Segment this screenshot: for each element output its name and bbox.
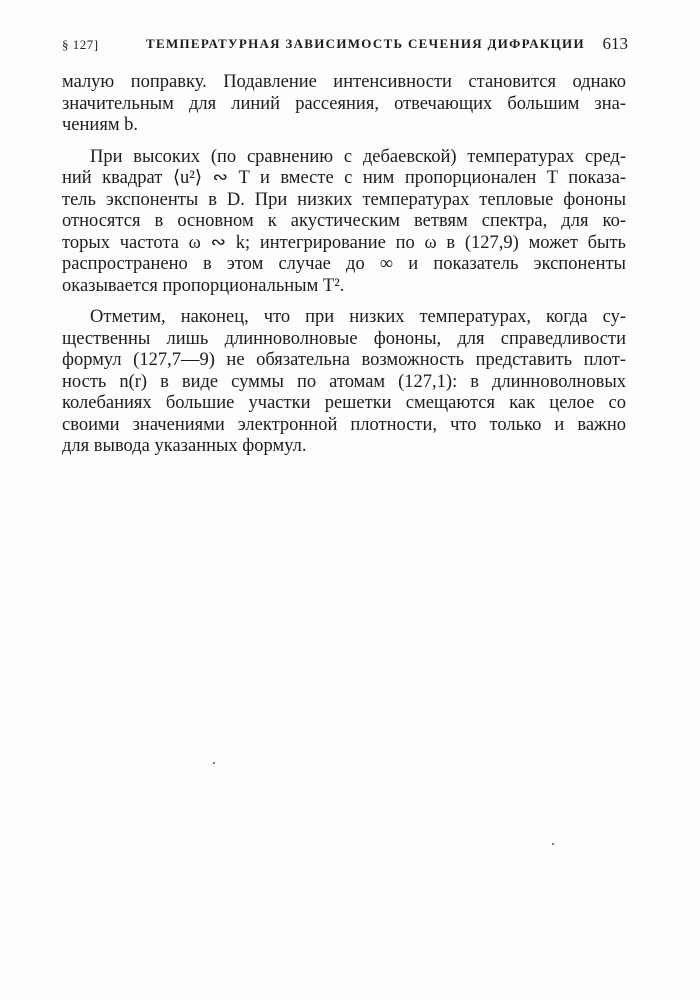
page-header	[62, 34, 628, 58]
body-text	[62, 72, 626, 458]
paragraph	[62, 147, 626, 298]
text-line: тель экспоненты в D. При низких температурах тепловые фононы	[62, 189, 626, 210]
running-title: ТЕМПЕРАТУРНАЯ ЗАВИСИМОСТЬ СЕЧЕНИЯ ДИФРАКЦИИ	[146, 36, 585, 51]
text-line: относятся в основном к акустическим ветвям спектра, для ко-	[62, 211, 626, 231]
text-line: щественны лишь длинноволновые фононы, для справедливости	[62, 328, 626, 349]
text-line: торых частота ω ∾ k; интегрирование по ω в (127,9) может быть	[62, 232, 626, 253]
paragraph	[62, 307, 626, 458]
text-line: чениям b.	[62, 115, 139, 135]
section-reference: § 127]	[62, 37, 99, 52]
text-line: для вывода указанных формул.	[62, 436, 307, 456]
text-line: значительным для линий рассеяния, отвечающих большим зна-	[62, 93, 626, 114]
text-line: оказывается пропорциональным T².	[62, 275, 345, 296]
text-line: распространено в этом случае до ∞ и показатель экспоненты	[62, 254, 626, 274]
page-number: 613	[602, 34, 628, 53]
paragraph	[62, 72, 626, 137]
text-line: ность n(r) в виде суммы по атомам (127,1): в длинноволновых	[62, 371, 626, 392]
text-line: Отметим, наконец, что при низких температурах, когда су-	[90, 307, 626, 327]
text-line: малую поправку. Подавление интенсивности становится однако	[62, 72, 626, 92]
text-line: ний квадрат ⟨u²⟩ ∾ T и вместе с ним пропорционален T показа-	[62, 168, 626, 188]
text-line: колебаниях большие участки решетки смещаются как целое со	[62, 393, 626, 413]
text-line: формул (127,7—9) не обязательна возможность представить плот-	[62, 350, 626, 370]
text-line: своими значениями электронной плотности, что только и важно	[62, 414, 626, 435]
text-line: При высоких (по сравнению с дебаевской) температурах сред-	[90, 146, 626, 167]
scan-speck	[213, 762, 215, 764]
scan-speck	[552, 843, 554, 845]
